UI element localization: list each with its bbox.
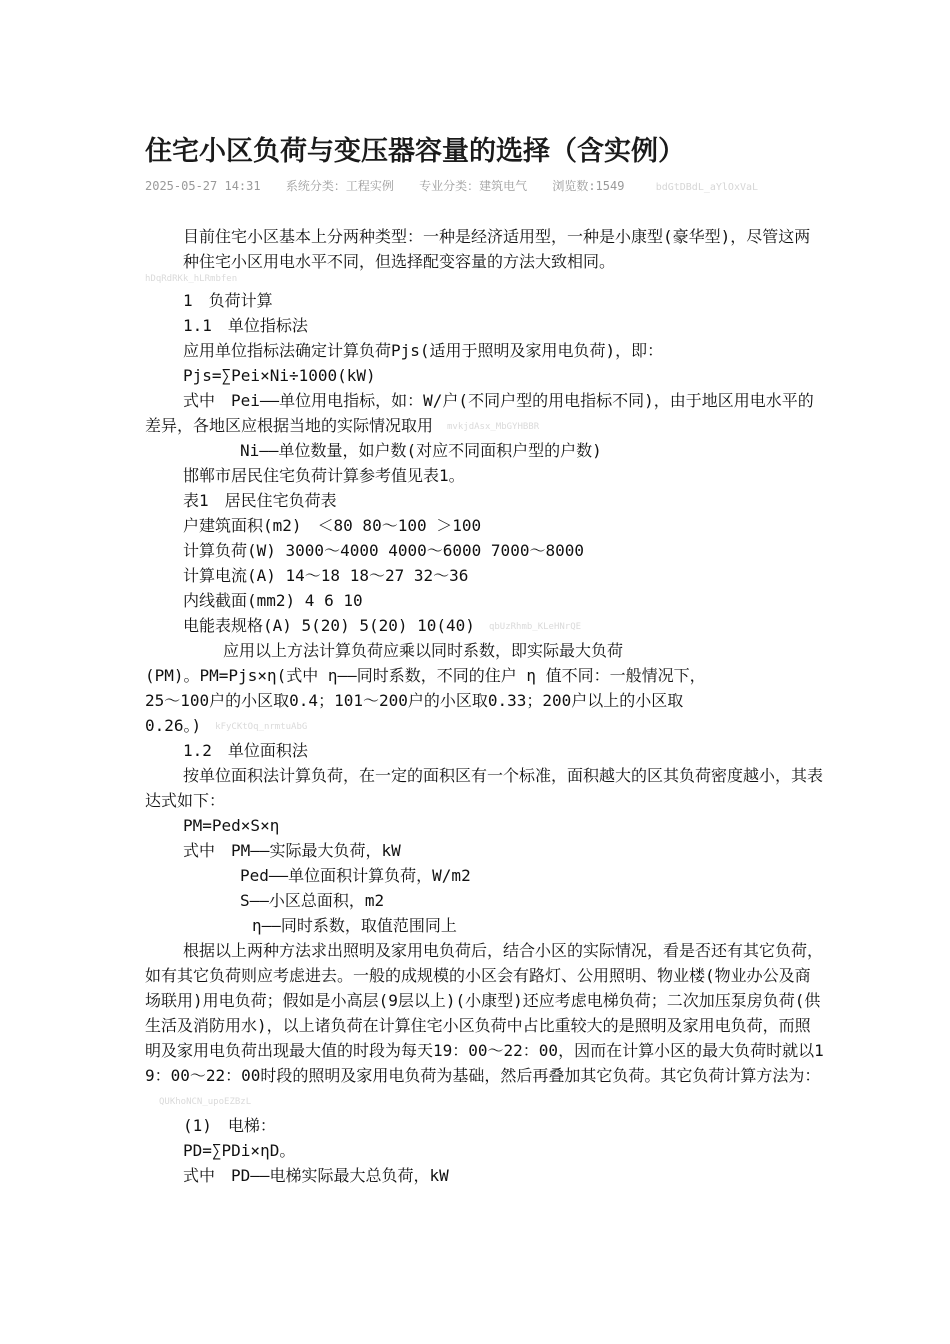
view-count: 浏览数:1549 xyxy=(552,179,625,193)
section-heading: 1 负荷计算 xyxy=(183,291,273,310)
article-title: 住宅小区负荷与变压器容量的选择（含实例） xyxy=(145,136,685,167)
definition: S——小区总面积，m2 xyxy=(240,891,385,910)
paragraph-line-text: 0.26。) xyxy=(145,716,202,735)
paragraph-text: 根据以上两种方法求出照明及家用电负荷后，结合小区的实际情况，看是否还有其它负荷，如有其它负荷则应考虑进去。一般的成规模的小区会有路灯、公用照明、物业楼(物业办公及商场联用)用电负荷；假如是小高层(9层以上)(小康型)还应考虑电梯负荷；二次加压泵房负荷(供生活及消防用水)，以上诸负荷在计算住宅小区负荷中占比重较大的是照明及家用电负荷，而照明及家用电负荷出现最大值的时段为每天19：00～22：00，因而在计算小区的最大负荷时就以19：00～22：00时段的照明及家用电负荷为基础，然后再叠加其它负荷。其它负荷计算方法为： xyxy=(145,941,824,1085)
watermark-code: kFyCKtOq_nrmtuAbG xyxy=(215,721,308,732)
table-row: 户建筑面积(m2) ＜80 80～100 ＞100 xyxy=(183,516,482,535)
watermark-code: bdGtDBdL_aYlOxVaL xyxy=(655,182,759,193)
article-body xyxy=(145,224,825,1188)
paragraph-text: 按单位面积法计算负荷，在一定的面积区有一个标准，面积越大的区其负荷密度越小，其表达式如下： xyxy=(145,766,824,810)
table-row xyxy=(145,613,825,638)
definition: η——同时系数，取值范围同上 xyxy=(252,916,457,935)
watermark-code: QUKhoNCN_upoEZBzL xyxy=(159,1096,252,1107)
paragraph: 应用以上方法计算负荷应乘以同时系数，即实际最大负荷 xyxy=(223,641,624,660)
paragraph xyxy=(145,763,825,813)
definition-text: 式中 Pei——单位用电指标，如：W/户(不同户型的用电指标不同)，由于地区用电水平的差异，各地区应根据当地的实际情况取用 xyxy=(145,391,814,435)
publish-date: 2025-05-27 14:31 xyxy=(145,179,261,193)
watermark-code: qbUzRhmb_KLeHNrQE xyxy=(488,621,582,632)
paragraph: 邯郸市居民住宅负荷计算参考值见表1。 xyxy=(183,466,465,485)
paragraph-line: 25～100户的小区取0.4；101～200户的小区取0.33；200户以上的小区取 xyxy=(145,691,684,710)
watermark-code: hDqRdRKk_hLRmbfen xyxy=(145,274,238,284)
table-row: 计算负荷(W) 3000～4000 4000～6000 7000～8000 xyxy=(183,541,584,560)
watermark-code: mvkjdAsx_MbGYHBBR xyxy=(447,421,540,432)
formula: Pjs=∑Pei×Ni÷1000(kW) xyxy=(183,366,376,385)
formula: PM=Ped×S×η xyxy=(183,816,280,835)
formula: PD=∑PDi×ηD。 xyxy=(183,1141,296,1160)
list-item: (1) 电梯： xyxy=(183,1116,276,1135)
system-category[interactable]: 系统分类：工程实例 xyxy=(285,179,394,193)
paragraph-line: (PM)。PM=Pjs×η(式中 η——同时系数，不同的住户 η 值不同：一般情况下， xyxy=(145,666,706,685)
paragraph-line xyxy=(145,713,825,738)
article-meta xyxy=(145,178,776,196)
subsection-heading: 1.1 单位指标法 xyxy=(183,316,308,335)
table-row-text: 电能表规格(A) 5(20) 5(20) 10(40) xyxy=(183,616,475,635)
table-caption: 表1 居民住宅负荷表 xyxy=(183,491,337,510)
definition: 式中 PM——实际最大负荷，kW xyxy=(183,841,401,860)
paragraph xyxy=(145,938,825,1113)
paragraph xyxy=(145,388,825,438)
definition: Ni——单位数量，如户数(对应不同面积户型的户数) xyxy=(240,441,602,460)
definition: Ped——单位面积计算负荷，W/m2 xyxy=(240,866,471,885)
table-row: 计算电流(A) 14～18 18～27 32～36 xyxy=(183,566,469,585)
intro-text: 目前住宅小区基本上分两种类型：一种是经济适用型，一种是小康型(豪华型)，尽管这两种住宅小区用电水平不同，但选择配变容量的方法大致相同。 xyxy=(183,227,811,271)
paragraph: 应用单位指标法确定计算负荷Pjs(适用于照明及家用电负荷)，即： xyxy=(183,341,664,360)
major-category[interactable]: 专业分类：建筑电气 xyxy=(419,179,528,193)
table-row: 内线截面(mm2) 4 6 10 xyxy=(183,591,363,610)
intro-paragraph xyxy=(145,224,825,274)
subsection-heading: 1.2 单位面积法 xyxy=(183,741,308,760)
definition: 式中 PD——电梯实际最大总负荷，kW xyxy=(183,1166,449,1185)
